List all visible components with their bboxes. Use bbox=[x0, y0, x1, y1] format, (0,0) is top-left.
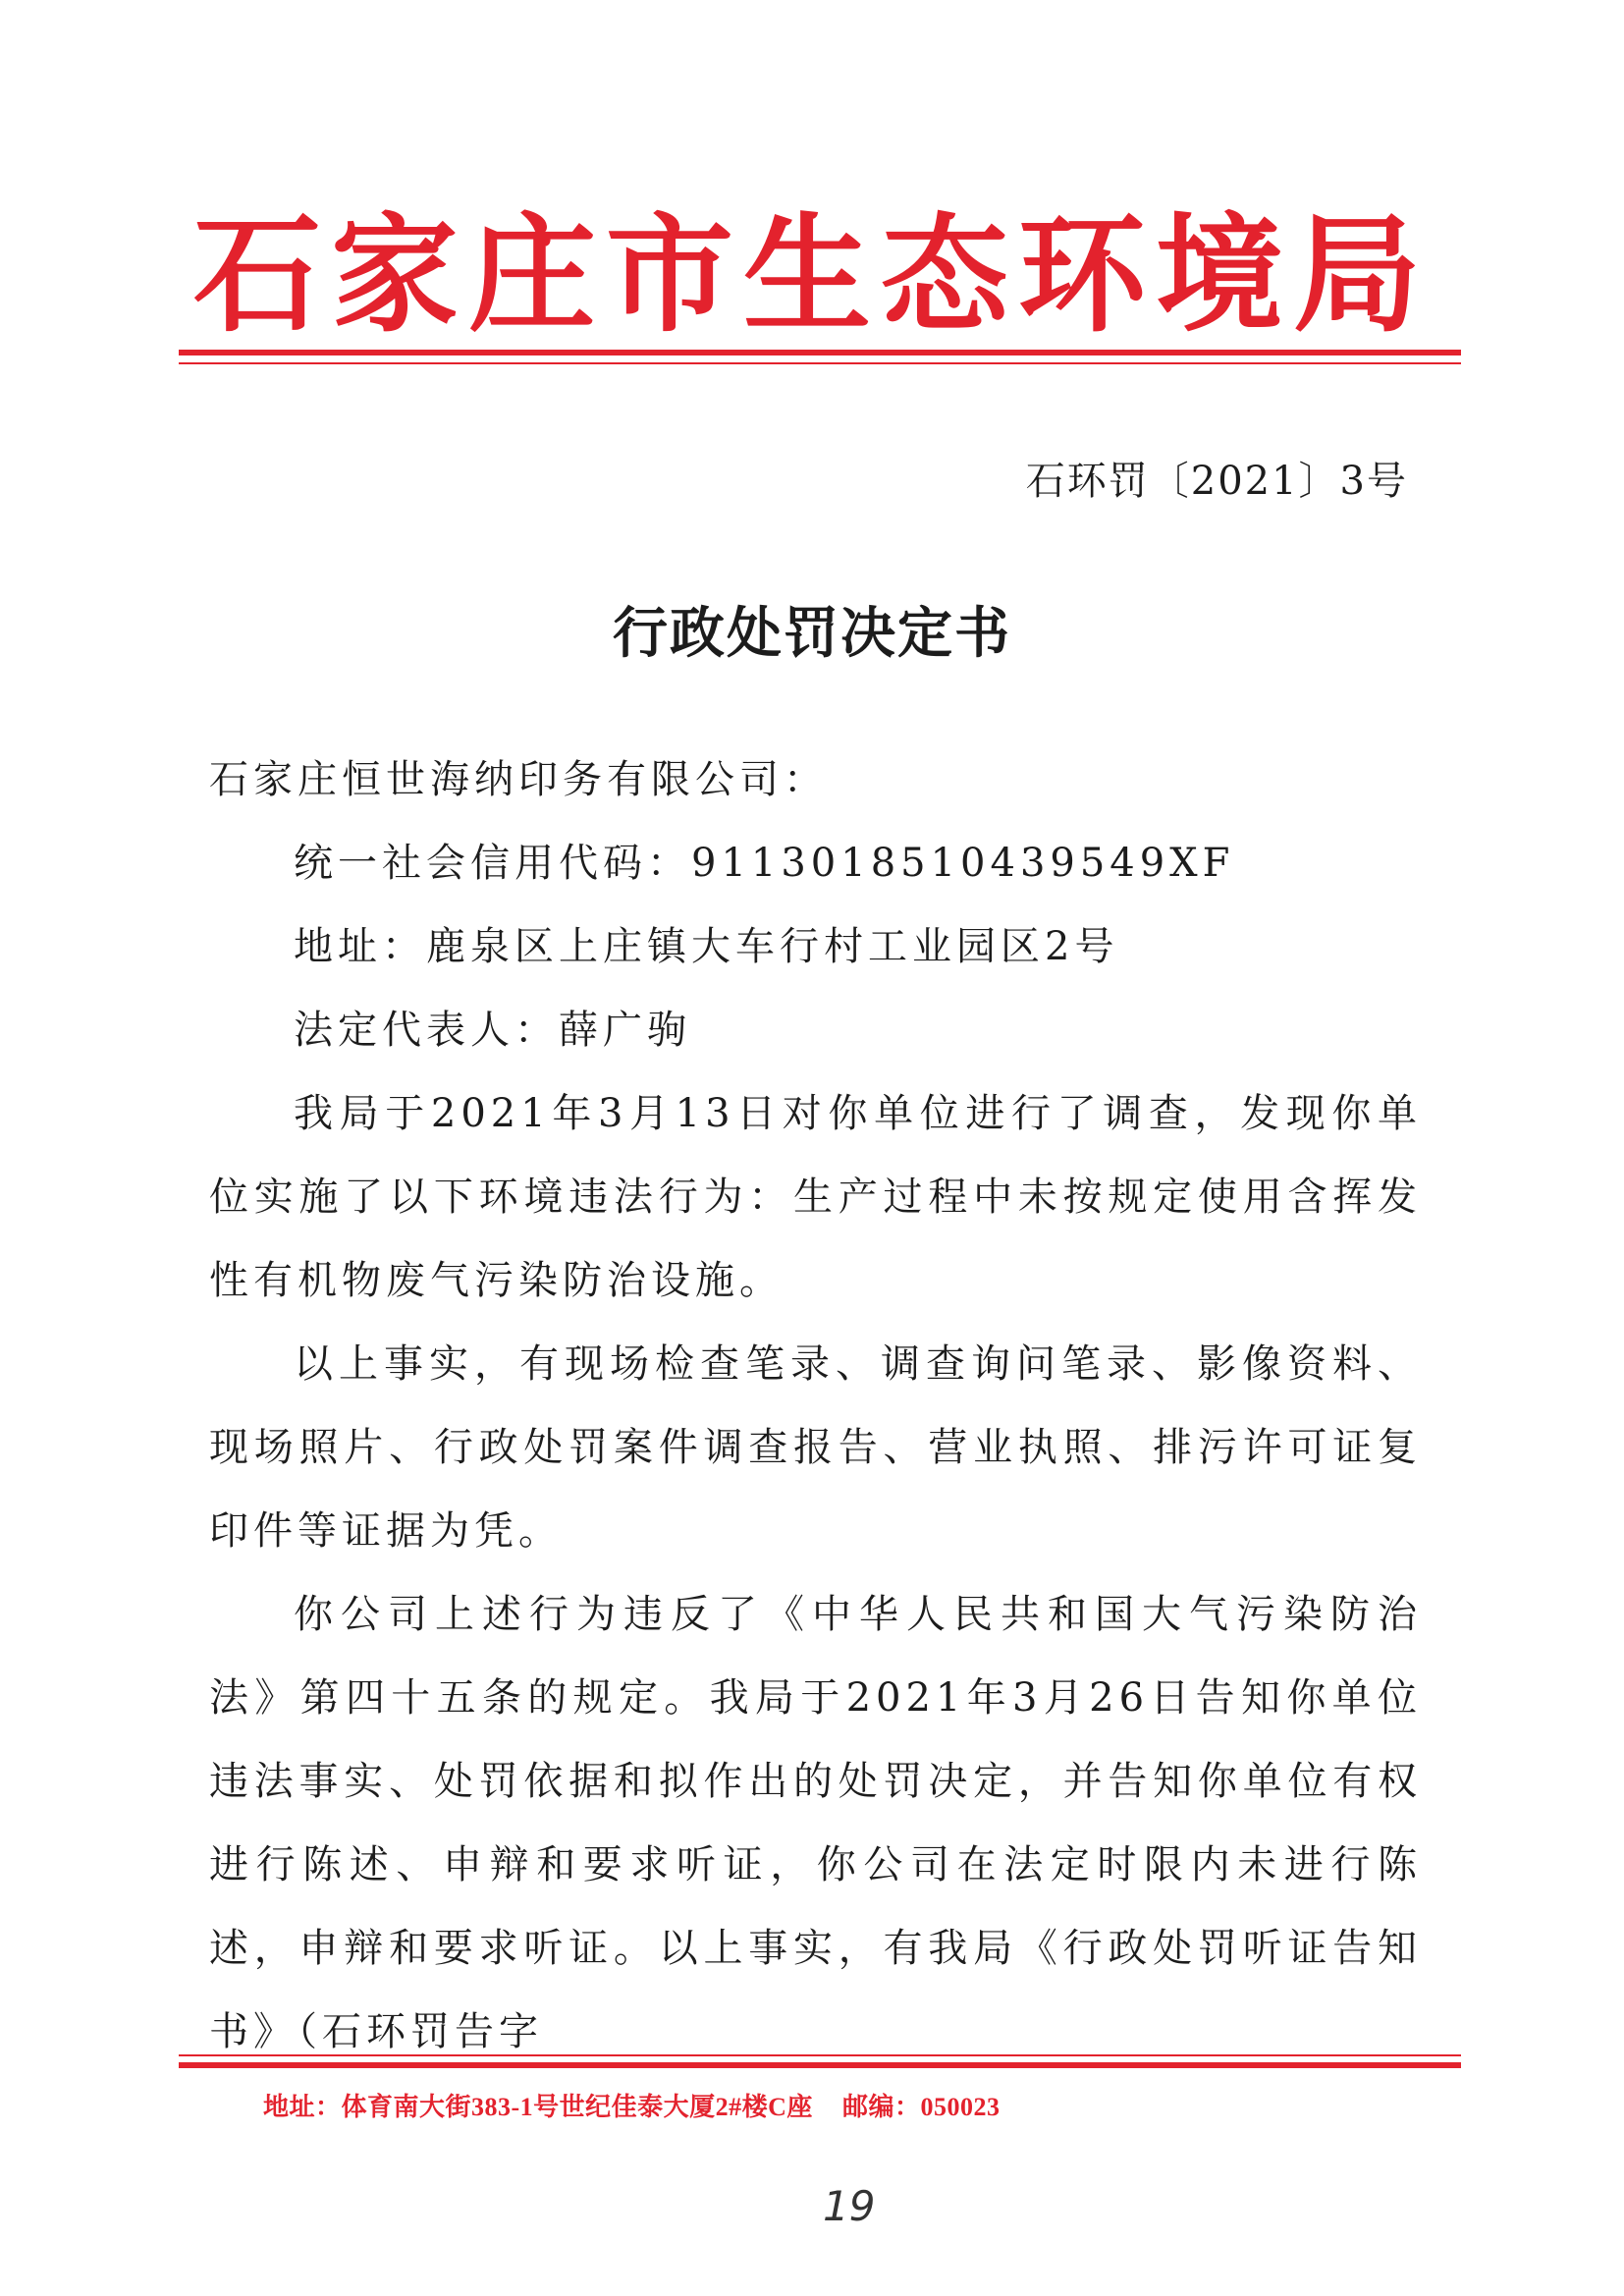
letterhead-rule-thick bbox=[179, 350, 1461, 355]
footer-rule-thick bbox=[179, 2062, 1461, 2068]
document-title: 行政处罚决定书 bbox=[613, 602, 1011, 666]
footer-address: 地址：体育南大街383-1号世纪佳泰大厦2#楼C座 bbox=[263, 2093, 813, 2121]
document-number: 石环罚〔2021〕3号 bbox=[1025, 459, 1408, 504]
violation-paragraph: 你公司上述行为违反了《中华人民共和国大气污染防治法》第四十五条的规定。我局于2021年3月26日告知你单位违法事实、处罚依据和拟作出的处罚决定，并告知你单位有权进行陈述、申辩和要求听证，你公司在法定时限内未进行陈述，申辩和要求听证。以上事实，有我局《行政处罚听证告知书》（石环罚告字 bbox=[209, 1592, 1422, 2054]
footer-rule-thin bbox=[179, 2054, 1461, 2056]
letterhead-agency-name: 石家庄市生态环境局 bbox=[192, 199, 1431, 350]
address-line: 地址：鹿泉区上庄镇大车行村工业园区2号 bbox=[294, 924, 1119, 969]
footer-postcode: 邮编：050023 bbox=[841, 2093, 1001, 2121]
footer-contact bbox=[263, 2088, 1000, 2127]
evidence-paragraph: 以上事实，有现场检查笔录、调查询问笔录、影像资料、现场照片、行政处罚案件调查报告、营业执照、排污许可证复印件等证据为凭。 bbox=[209, 1341, 1422, 1554]
legal-representative-line: 法定代表人：薛广驹 bbox=[294, 1008, 691, 1053]
credit-code-line: 统一社会信用代码：9113018510439549XF bbox=[294, 841, 1235, 886]
handwritten-page-number: 19 bbox=[823, 2182, 876, 2230]
letterhead-rule-thin bbox=[179, 362, 1461, 364]
investigation-paragraph: 我局于2021年3月13日对你单位进行了调查，发现你单位实施了以下环境违法行为：生产过程中未按规定使用含挥发性有机物废气污染防治设施。 bbox=[209, 1091, 1422, 1303]
addressee: 石家庄恒世海纳印务有限公司： bbox=[209, 757, 828, 802]
document-body bbox=[209, 738, 1422, 2074]
